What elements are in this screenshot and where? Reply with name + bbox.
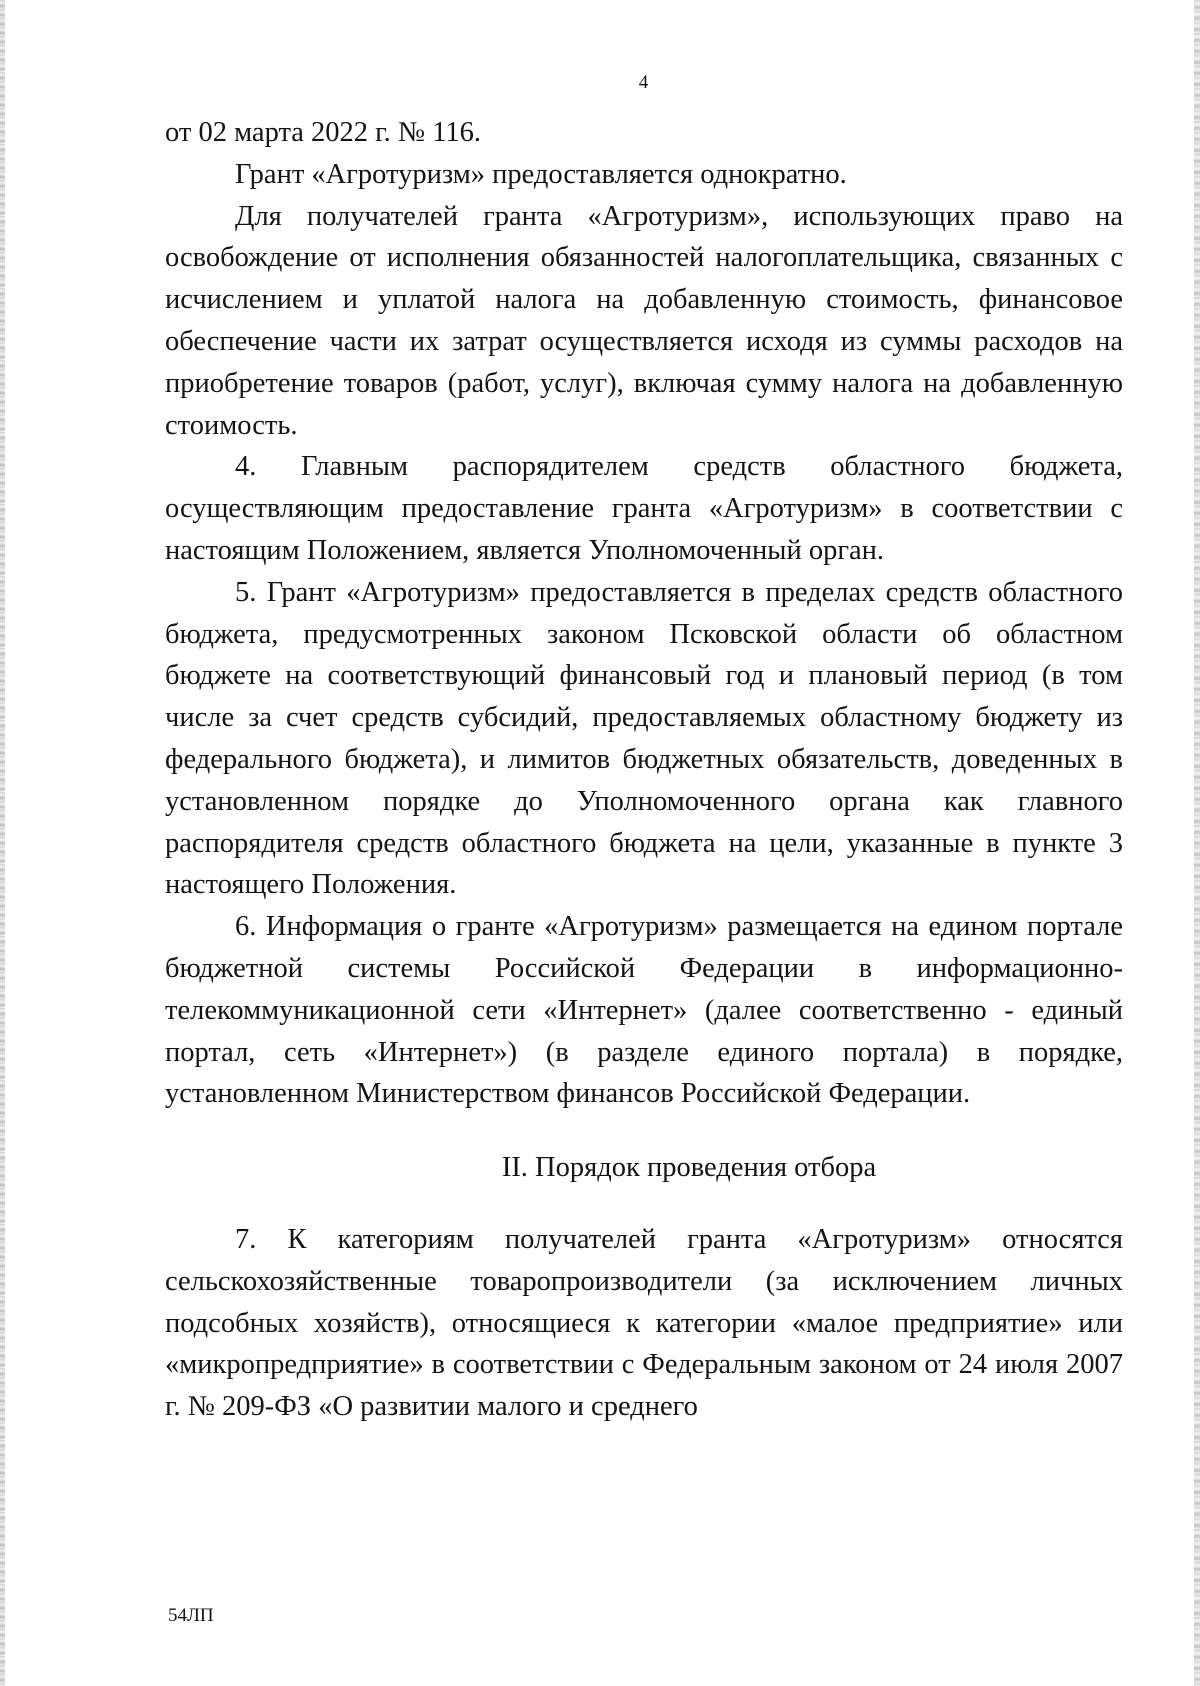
footer-code: 54ЛП: [168, 1605, 214, 1626]
paragraph-vat-exemption: Для получателей гранта «Агротуризм», использующих право на освобождение от исполнения обязанностей налогоплательщика, связанных с исчислением и уплатой налога на добавленную стоимость, финансовое обеспечение части их затрат осуществляется исходя из суммы расходов на приобретение товаров (работ, услуг), включая сумму налога на добавленную стоимость.: [165, 200, 1123, 441]
paragraph-item-6: 6. Информация о гранте «Агротуризм» размещается на едином портале бюджетной системы Российской Федерации в информационно-телекоммуникационной сети «Интернет» (далее соответственно - единый портал, сеть «Интернет») (в разделе единого портала) в порядке, установленном Министерством финансов Российской Федерации.: [165, 911, 1123, 1110]
document-body: [165, 112, 1123, 1428]
paragraph-item-7: 7. К категориям получателей гранта «Агротуризм» относятся сельскохозяйственные товаропроизводители (за исключением личных подсобных хозяйств), относящиеся к категории «малое предприятие» или «микропредприятие» в соответствии с Федеральным законом от 24 июля 2007 г. № 209-ФЗ «О развитии малого и среднего: [165, 1223, 1123, 1423]
paragraph-grant-once: Грант «Агротуризм» предоставляется однократно.: [235, 158, 847, 190]
paragraph-item-4: 4. Главным распорядителем средств областного бюджета, осуществляющим предоставление гранта «Агротуризм» в соответствии с настоящим Положением, является Уполномоченный орган.: [165, 451, 1123, 566]
paragraph-item-5: 5. Грант «Агротуризм» предоставляется в пределах средств областного бюджета, предусмотренных законом Псковской области об областном бюджете на соответствующий финансовый год и плановый период (в том числе за счет средств субсидий, предоставляемых областному бюджету из федерального бюджета), и лимитов бюджетных обязательств, доведенных в установленном порядке до Уполномоченного органа как главного распорядителя средств областного бюджета на цели, указанные в пункте 3 настоящего Положения.: [165, 576, 1123, 901]
section-heading: II. Порядок проведения отбора: [501, 1152, 877, 1184]
page-number: 4: [638, 72, 649, 93]
paragraph-continuation: от 02 марта 2022 г. № 116.: [165, 117, 482, 148]
scan-edge-right: [1194, 0, 1200, 1686]
scan-edge-left: [0, 0, 5, 1686]
